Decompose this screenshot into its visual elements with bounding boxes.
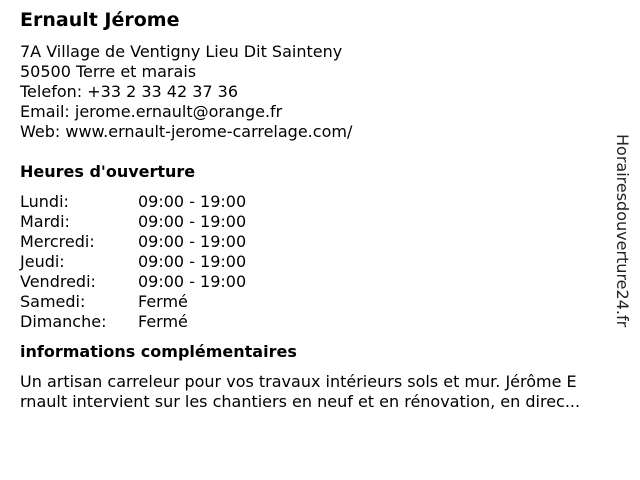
hours-row-wednesday	[20, 232, 632, 252]
hours-row-thursday	[20, 252, 632, 272]
day-label: Jeudi:	[20, 252, 65, 271]
hours-row-sunday	[20, 312, 632, 332]
business-card	[20, 8, 632, 412]
hours-table	[20, 192, 632, 332]
description-line-2: rnault intervient sur les chantiers en neuf et en rénovation, en direc...	[20, 392, 581, 411]
day-label: Vendredi:	[20, 272, 96, 291]
hours-heading: Heures d'ouverture	[20, 162, 196, 181]
time-value: 09:00 - 19:00	[138, 192, 247, 211]
time-value: 09:00 - 19:00	[138, 272, 247, 291]
time-value: 09:00 - 19:00	[138, 212, 247, 231]
time-value: 09:00 - 19:00	[138, 252, 247, 271]
day-label: Lundi:	[20, 192, 69, 211]
info-description	[20, 372, 632, 412]
email-line: Email: jerome.ernault@orange.fr	[20, 102, 283, 121]
hours-row-tuesday	[20, 212, 632, 232]
phone-line: Telefon: +33 2 33 42 37 36	[20, 82, 239, 101]
day-label: Mardi:	[20, 212, 70, 231]
address-line-2: 50500 Terre et marais	[20, 62, 197, 81]
time-value: 09:00 - 19:00	[138, 232, 247, 251]
time-value: Fermé	[138, 312, 188, 331]
contact-block	[20, 42, 632, 142]
hours-row-monday	[20, 192, 632, 212]
description-line-1: Un artisan carreleur pour vos travaux intérieurs sols et mur. Jérôme E	[20, 372, 577, 391]
hours-row-saturday	[20, 292, 632, 312]
hours-row-friday	[20, 272, 632, 292]
website-line: Web: www.ernault-jerome-carrelage.com/	[20, 122, 353, 141]
address-line-1: 7A Village de Ventigny Lieu Dit Sainteny	[20, 42, 343, 61]
time-value: Fermé	[138, 292, 188, 311]
info-heading: informations complémentaires	[20, 342, 297, 361]
site-watermark: Horairesdouverture24.fr	[613, 134, 632, 328]
day-label: Dimanche:	[20, 312, 107, 331]
day-label: Mercredi:	[20, 232, 95, 251]
day-label: Samedi:	[20, 292, 86, 311]
business-name: Ernault Jérome	[20, 9, 180, 31]
